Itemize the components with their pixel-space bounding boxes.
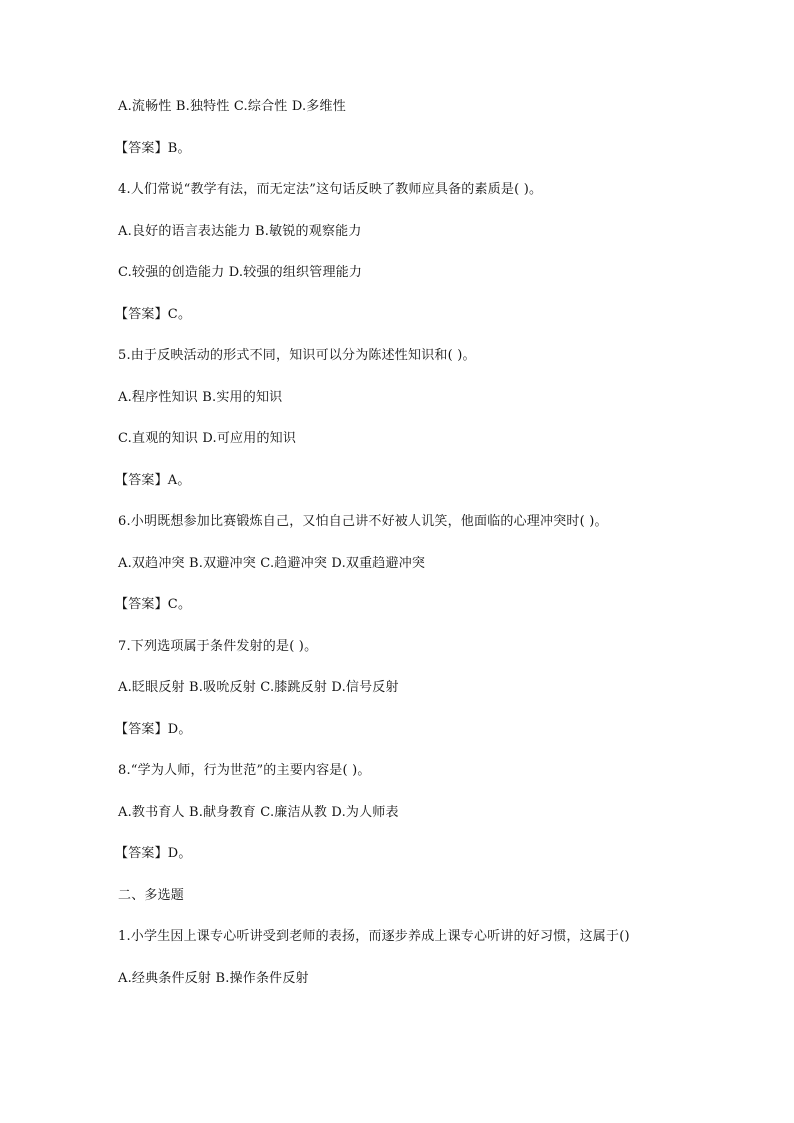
q4-options-cd: C.较强的创造能力 D.较强的组织管理能力 [118, 265, 363, 280]
q4-answer: 【答案】C。 [115, 307, 192, 322]
mc1-options-ab: A.经典条件反射 B.操作条件反射 [118, 971, 309, 986]
q5-options-cd: C.直观的知识 D.可应用的知识 [118, 431, 297, 446]
q4-question: 4.人们常说“教学有法，而无定法”这句话反映了教师应具备的素质是( )。 [118, 182, 543, 197]
q6-answer: 【答案】C。 [115, 597, 192, 612]
section-heading-multiple-choice: 二、多选题 [118, 888, 185, 903]
q8-answer: 【答案】D。 [115, 846, 192, 861]
q4-options-ab: A.良好的语言表达能力 B.敏锐的观察能力 [118, 224, 362, 239]
q7-options: A.眨眼反射 B.吸吮反射 C.膝跳反射 D.信号反射 [118, 680, 399, 695]
q5-options-ab: A.程序性知识 B.实用的知识 [118, 390, 283, 405]
q7-answer: 【答案】D。 [115, 722, 192, 737]
q3-options: A.流畅性 B.独特性 C.综合性 D.多维性 [118, 99, 346, 114]
q5-answer: 【答案】A。 [115, 473, 191, 488]
q7-question: 7.下列选项属于条件发射的是( )。 [118, 639, 318, 654]
q6-question: 6.小明既想参加比赛锻炼自己，又怕自己讲不好被人讥笑，他面临的心理冲突时( )。 [118, 514, 608, 529]
q8-options: A.教书育人 B.献身教育 C.廉洁从教 D.为人师表 [118, 805, 399, 820]
q8-question: 8.“学为人师，行为世范”的主要内容是( )。 [118, 763, 371, 778]
q3-answer: 【答案】B。 [115, 141, 191, 156]
mc1-question: 1.小学生因上课专心听讲受到老师的表扬，而逐步养成上课专心听讲的好习惯，这属于() [118, 929, 630, 944]
q6-options: A.双趋冲突 B.双避冲突 C.趋避冲突 D.双重趋避冲突 [118, 556, 426, 571]
q5-question: 5.由于反映活动的形式不同，知识可以分为陈述性知识和( )。 [118, 348, 476, 363]
